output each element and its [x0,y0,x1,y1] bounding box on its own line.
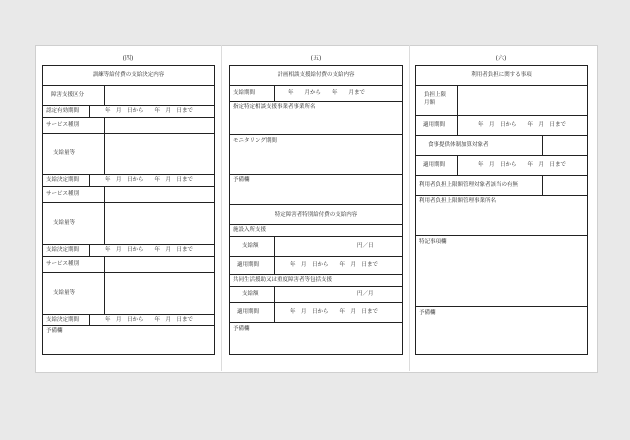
pay-amount-label: 支給額 [242,243,259,249]
date-range: 年 月 日から 年 月 日まで [290,262,379,268]
date-range: 年 月 日から 年 月 日まで [290,309,379,315]
date-range: 年 月 日から 年 月 日まで [105,177,194,183]
burden-limit-label: 負担上限月額 [424,92,447,107]
notes-row [416,235,587,306]
panel-title: 計画相談支援給付費の支給内容 [277,72,355,78]
decision-period-row [43,314,214,325]
amount-row [43,272,214,314]
monitoring-period-label: モニタリング期間 [233,138,277,144]
notes-label: 特記事項欄 [419,239,447,245]
panel-number-5: (五) [310,55,322,62]
special-benefits-title: 特定障害者特別給付費の支給内容 [274,212,358,218]
date-range: 年 月 日から 年 月 日まで [105,317,194,323]
date-range: 年 月 日から 年 月 日まで [478,162,567,168]
remarks-row [416,306,587,354]
date-range: 年 月 日から 年 月 日まで [105,247,194,253]
service-type-row [43,256,214,272]
apply-period-label: 適用期間 [237,262,260,268]
amount-row [43,133,214,174]
remarks-label: 予備欄 [233,177,250,183]
fold-line [221,45,222,371]
service-type-row [43,186,214,202]
remarks-label: 予備欄 [46,328,63,334]
date-range: 年 月 日から 年 月 日まで [105,108,194,114]
cert-period-row [43,105,214,117]
apply-period-label: 適用期間 [423,122,446,128]
apply-period-row [230,302,402,322]
amount-label: 支給量等 [53,150,76,156]
service-type-label: サービス種別 [46,261,80,267]
group-home-row [230,274,402,286]
designated-office-row [230,101,402,134]
remarks-label: 予備欄 [233,326,250,332]
fold-line [409,45,410,371]
apply-period-label: 適用期間 [237,309,260,315]
mgmt-applicable-row [416,175,587,195]
remarks-row [230,174,402,204]
service-type-row [43,117,214,133]
decision-period-row [43,244,214,256]
panel-4-training-benefits [42,65,215,355]
panel-number-6: (六) [495,55,507,62]
apply-period-row [416,155,587,175]
special-benefits-title-row [230,204,402,224]
facility-support-label: 施設入所支援 [233,227,267,233]
amount-label: 支給量等 [53,290,76,296]
amount-label: 支給量等 [53,220,76,226]
group-home-label: 共同生活援助又は重度障害者等包括支援 [233,277,333,283]
apply-period-row [230,256,402,274]
burden-limit-row [416,85,587,115]
meal-target-row [416,135,587,155]
payment-period-row [230,85,402,101]
decision-period-label: 支給決定期間 [46,177,80,183]
pay-amount-row [230,286,402,302]
designated-office-label: 指定特定相談支援事業者事業所名 [233,104,316,110]
meal-target-label: 食事提供体制加算対象者 [428,142,489,148]
payment-period-label: 支給期間 [233,90,256,96]
mgmt-applicable-label: 利用者負担上限額管理対象者該当の有無 [419,182,519,188]
decision-period-label: 支給決定期間 [46,317,80,323]
service-type-label: サービス種別 [46,191,80,197]
mgmt-office-label: 利用者負担上限額管理事業所名 [419,198,497,204]
remarks-label: 予備欄 [419,310,436,316]
panel-title: 訓練等給付費の支給決定内容 [92,72,165,78]
monitoring-period-row [230,134,402,174]
decision-period-row [43,174,214,186]
date-short: 年 月から 年 月まで [288,90,366,96]
mgmt-office-row [416,195,587,235]
remarks-row [230,322,402,354]
service-type-label: サービス種別 [46,122,80,128]
panel-6-user-burden [415,65,588,355]
support-class-label: 障害支援区分 [51,92,85,98]
panel-number-4: (四) [122,55,134,62]
date-range: 年 月 日から 年 月 日まで [478,122,567,128]
pay-amount-row [230,236,402,256]
yen-per-day: 円／日 [357,243,374,249]
support-class-row [43,85,214,105]
apply-period-label: 適用期間 [423,162,446,168]
remarks-row [43,325,214,354]
amount-row [43,202,214,244]
decision-period-label: 支給決定期間 [46,247,80,253]
panel-5-consultation-benefits [229,65,403,355]
panel-title: 利用者負担に関する事項 [471,72,532,78]
apply-period-row [416,115,587,135]
cert-period-label: 認定有効期間 [46,108,80,114]
facility-support-row [230,224,402,236]
pay-amount-label: 支給額 [242,291,259,297]
yen-per-month: 円／月 [357,291,374,297]
